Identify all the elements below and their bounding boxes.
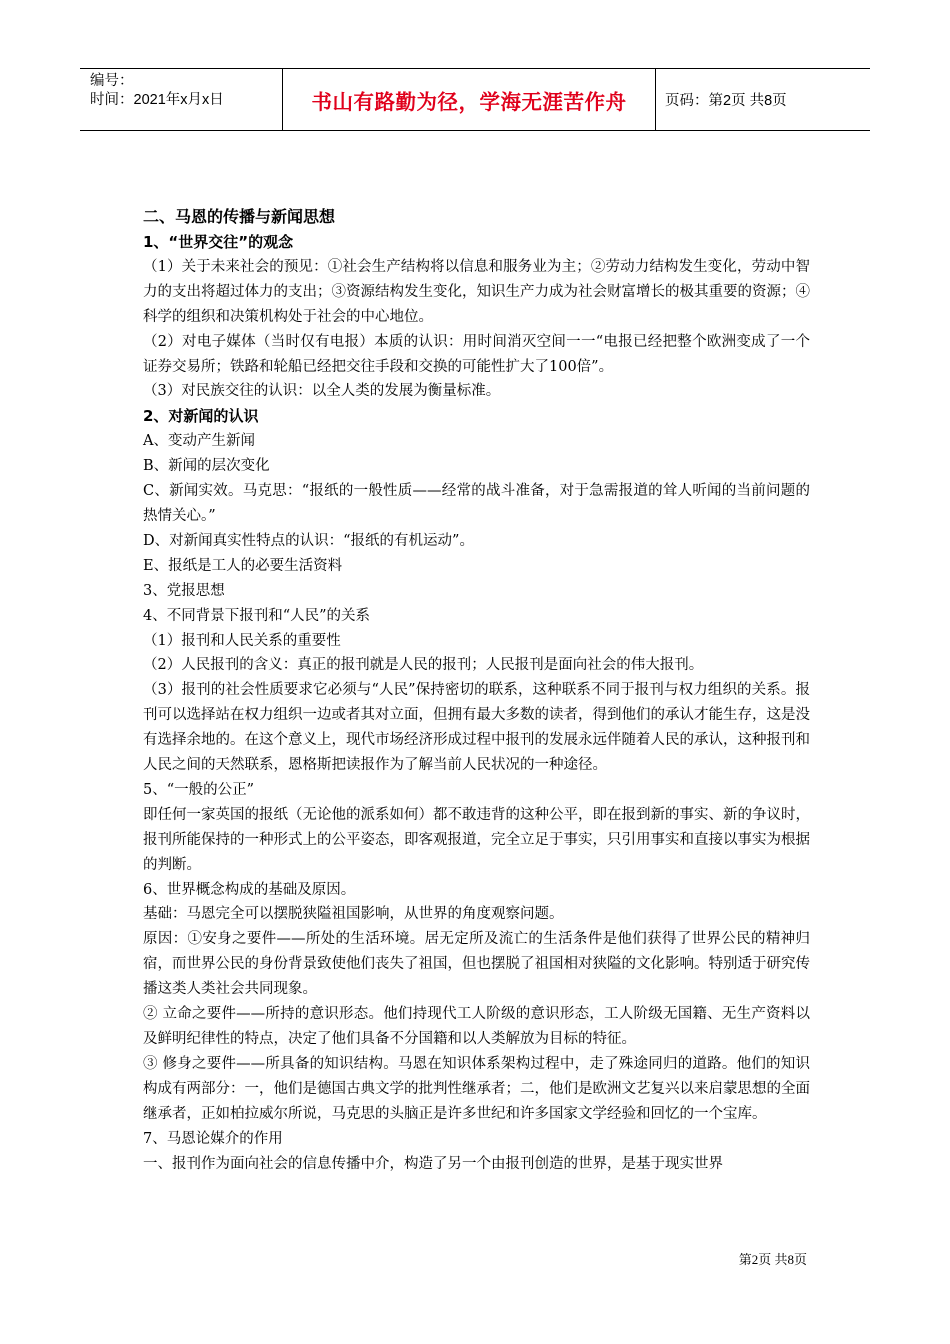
paragraph: E、报纸是工人的必要生活资料 <box>143 557 343 574</box>
paragraph: A、变动产生新闻 <box>143 433 255 450</box>
page-header <box>80 68 870 131</box>
paragraph: （2）人民报刊的含义：真正的报刊就是人民的报刊；人民报刊是面向社会的伟大报刊。 <box>143 657 704 674</box>
paragraph: 4、不同背景下报刊和“人民”的关系 <box>143 607 371 624</box>
paragraph: 即任何一家英国的报纸（无论他的派系如何）都不敢违背的这种公平，即在报到新的事实、新的争议时，报刊所能保持的一种形式上的公平姿态，即客观报道，完全立足于事实，只引用事实和直接以事实为根据的判断。 <box>143 806 810 873</box>
paragraph: 3、党报思想 <box>143 582 225 599</box>
subheading: 1、“世界交往”的观念 <box>143 233 294 251</box>
paragraph: ② 立命之要件——所持的意识形态。他们持现代工人阶级的意识形态，工人阶级无国籍、无生产资料以及鲜明纪律性的特点，决定了他们具备不分国籍和以人类解放为目标的特征。 <box>143 1006 810 1047</box>
subheading: 2、对新闻的认识 <box>143 407 259 426</box>
paragraph: （3）报刊的社会性质要求它必须与“人民”保持密切的联系，这种联系不同于报刊与权力组织的关系。报刊可以选择站在权力组织一边或者其对立面，但拥有最大多数的读者，得到他们的承认才能生存，这是没有选择余地的。在这个意义上，现代市场经济形成过程中报刊的发展永远伴随着人民的承认，这种报刊和人民之间的天然联系，恩格斯把读报作为了解当前人民状况的一种途径。 <box>143 682 810 774</box>
page-code-text: 页码：第2页 共8页 <box>665 93 787 109</box>
code-label: 编号： <box>90 73 134 89</box>
header-page-code <box>656 69 870 130</box>
paragraph: （1）关于未来社会的预见：①社会生产结构将以信息和服务业为主；②劳动力结构发生变化，劳动中智力的支出将超过体力的支出；③资源结构发生变化，知识生产力成为社会财富增长的极其重要的资源；④科学的组织和决策机构处于社会的中心地位。 <box>143 258 810 325</box>
document-body <box>143 204 810 1176</box>
paragraph: 原因：①安身之要件——所处的生活环境。居无定所及流亡的生活条件是他们获得了世界公民的精神归宿，而世界公民的身份背景致使他们丧失了祖国，但也摆脱了祖国相对狭隘的文化影响。特别适于研究传播这类人类社会共同现象。 <box>143 931 810 998</box>
date-label: 时间：2021年x月x日 <box>90 92 224 108</box>
section-title: 二、马恩的传播与新闻思想 <box>143 207 336 226</box>
paragraph: C、新闻实效。马克思：“报纸的一般性质——经常的战斗准备，对于急需报道的耸人听闻的当前问题的热情关心。” <box>143 483 810 524</box>
header-meta <box>80 69 282 130</box>
paragraph: D、对新闻真实性特点的认识：“报纸的有机运动”。 <box>143 532 474 549</box>
paragraph: 一、报刊作为面向社会的信息传播中介，构造了另一个由报刊创造的世界，是基于现实世界 <box>143 1155 723 1172</box>
paragraph: （2）对电子媒体（当时仅有电报）本质的认识：用时间消灭空间一一“电报已经把整个欧洲变成了一个证券交易所；铁路和轮船已经把交往手段和交换的可能性扩大了100倍”。 <box>143 333 810 375</box>
paragraph: 6、世界概念构成的基础及原因。 <box>143 881 356 898</box>
footer-page-number: 第2页 共8页 <box>738 1252 807 1267</box>
paragraph: （3）对民族交往的认识：以全人类的发展为衡量标准。 <box>143 383 501 400</box>
page-footer <box>739 1249 807 1268</box>
paragraph: 基础：马恩完全可以摆脱狭隘祖国影响，从世界的角度观察问题。 <box>143 906 564 923</box>
paragraph: B、新闻的层次变化 <box>143 458 270 475</box>
paragraph: （1）报刊和人民关系的重要性 <box>143 632 341 649</box>
header-slogan-cell <box>282 69 656 130</box>
paragraph: 7、马恩论媒介的作用 <box>143 1130 283 1147</box>
header-slogan: 书山有路勤为径，学海无涯苦作舟 <box>311 89 627 114</box>
paragraph: 5、“一般的公正” <box>143 781 255 798</box>
paragraph: ③ 修身之要件——所具备的知识结构。马恩在知识体系架构过程中，走了殊途同归的道路。他们的知识构成有两部分：一，他们是德国古典文学的批判性继承者；二，他们是欧洲文艺复兴以来启蒙思想的全面继承者，正如柏拉威尔所说，马克思的头脑正是许多世纪和许多国家文学经验和回忆的一个宝库。 <box>143 1055 810 1122</box>
